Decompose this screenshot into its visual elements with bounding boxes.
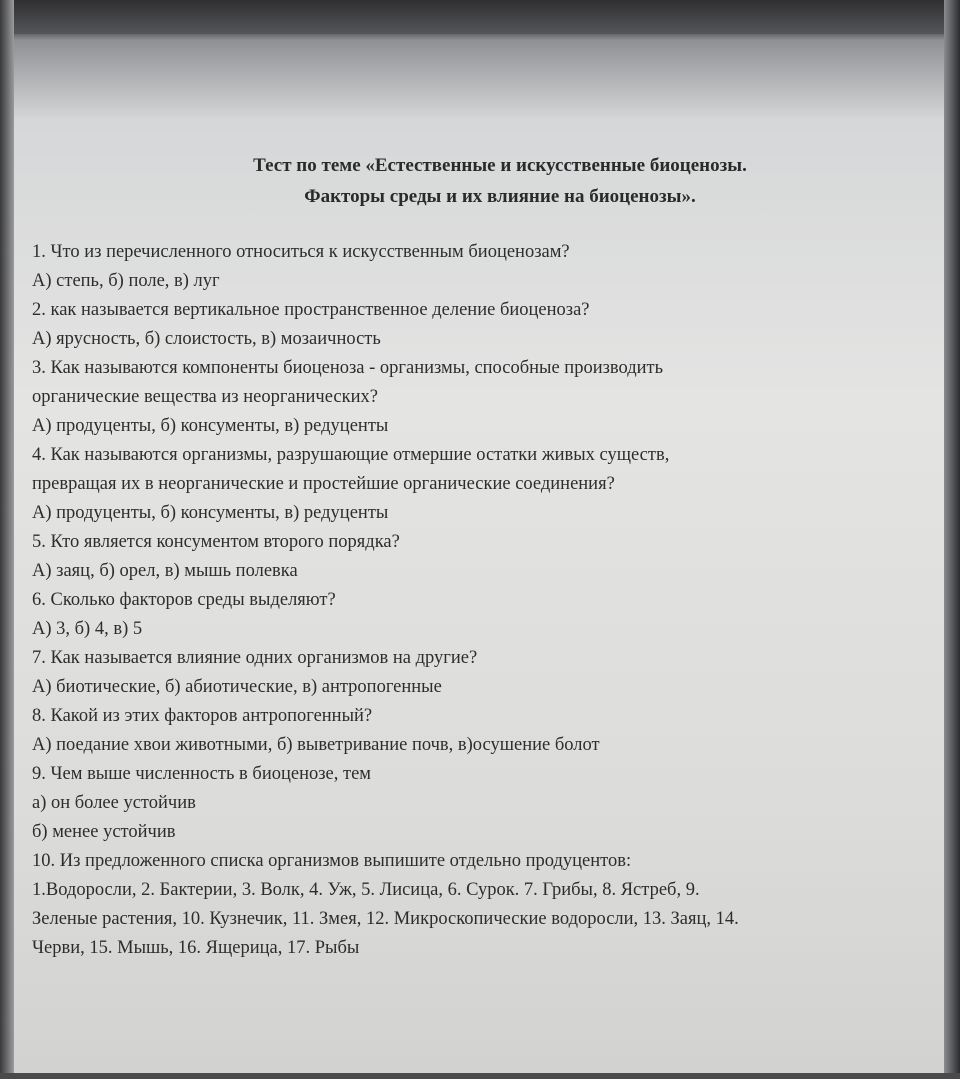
question-1: 1. Что из перечисленного относиться к искусственным биоценозам? xyxy=(32,242,570,262)
document-title xyxy=(130,150,870,212)
answers-2: А) ярусность, б) слоистость, в) мозаичность xyxy=(32,329,381,349)
answers-7: А) биотические, б) абиотические, в) антропогенные xyxy=(32,677,442,697)
answers-3: А) продуценты, б) консументы, в) редуценты xyxy=(32,416,389,436)
test-body xyxy=(32,238,932,963)
monitor-bezel-left xyxy=(0,0,14,1079)
question-9: 9. Чем выше численность в биоценозе, тем xyxy=(32,764,371,784)
organism-list-1: 1.Водоросли, 2. Бактерии, 3. Волк, 4. Уж, 5. Лисица, 6. Сурок. 7. Грибы, 8. Ястреб, 9. xyxy=(32,880,700,900)
question-8: 8. Какой из этих факторов антропогенный? xyxy=(32,706,373,726)
answers-1: А) степь, б) поле, в) луг xyxy=(32,271,220,291)
organism-list-2: Зеленые растения, 10. Кузнечик, 11. Змея, 12. Микроскопические водоросли, 13. Заяц, 14. xyxy=(32,909,739,929)
question-4: 4. Как называются организмы, разрушающие отмершие остатки живых существ, xyxy=(32,445,670,465)
monitor-bezel-top xyxy=(0,0,960,34)
question-3: 3. Как называются компоненты биоценоза - организмы, способные производить xyxy=(32,358,664,378)
monitor-bezel-bottom xyxy=(0,1073,960,1079)
question-2: 2. как называется вертикальное пространственное деление биоценоза? xyxy=(32,300,590,320)
question-3-cont: органические вещества из неорганических? xyxy=(32,387,378,407)
answers-6: А) 3, б) 4, в) 5 xyxy=(32,619,143,639)
answers-4: А) продуценты, б) консументы, в) редуценты xyxy=(32,503,389,523)
question-6: 6. Сколько факторов среды выделяют? xyxy=(32,590,336,610)
title-line-1: Тест по теме «Естественные и искусственные биоценозы. xyxy=(253,155,747,176)
question-4-cont: превращая их в неорганические и простейшие органические соединения? xyxy=(32,474,615,494)
question-7: 7. Как называется влияние одних организмов на другие? xyxy=(32,648,478,668)
answer-9b: б) менее устойчив xyxy=(32,822,176,842)
answers-8: А) поедание хвои животными, б) выветривание почв, в)осушение болот xyxy=(32,735,600,755)
question-10: 10. Из предложенного списка организмов выпишите отдельно продуцентов: xyxy=(32,851,632,871)
title-line-2: Факторы среды и их влияние на биоценозы». xyxy=(304,186,696,207)
answers-5: А) заяц, б) орел, в) мышь полевка xyxy=(32,561,298,581)
question-5: 5. Кто является консументом второго порядка? xyxy=(32,532,400,552)
organism-list-3: Черви, 15. Мышь, 16. Ящерица, 17. Рыбы xyxy=(32,938,360,958)
answer-9a: а) он более устойчив xyxy=(32,793,196,813)
monitor-bezel-right xyxy=(944,0,960,1079)
